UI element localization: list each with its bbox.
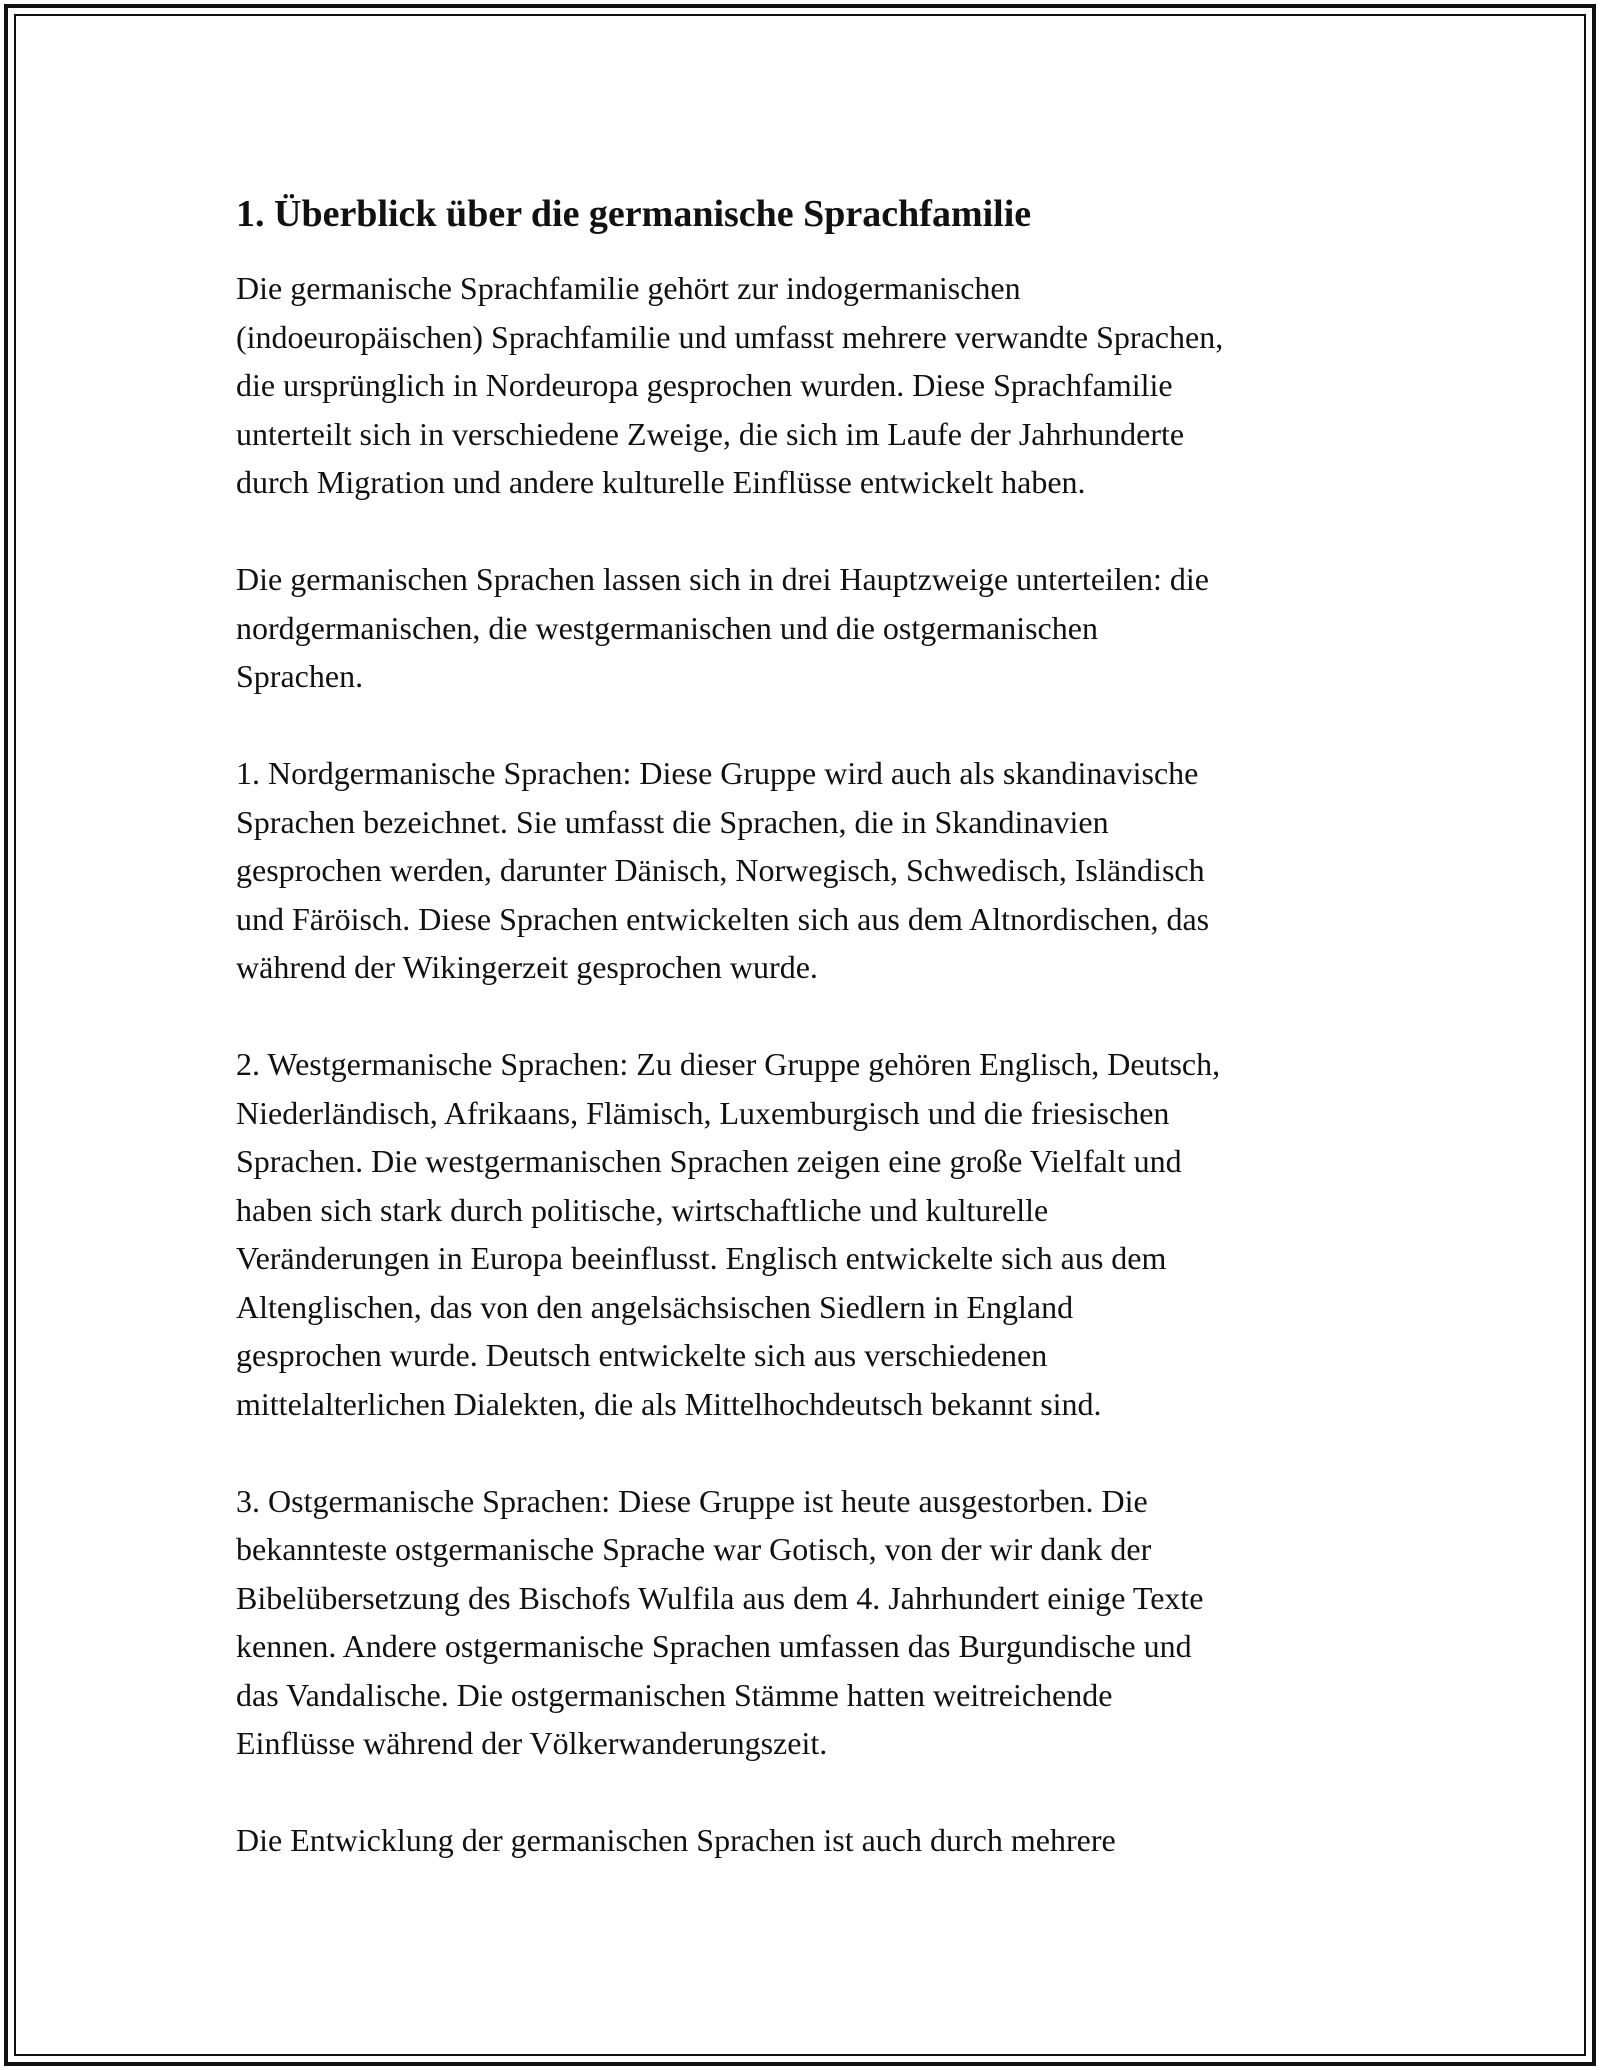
text-line: und Färöisch. Diese Sprachen entwickelten sich aus dem Altnordischen, das	[236, 900, 1210, 937]
text-line: 2. Westgermanische Sprachen: Zu dieser Gruppe gehören Englisch, Deutsch,	[236, 1046, 1221, 1082]
text-line: Niederländisch, Afrikaans, Flämisch, Luxemburgisch und die friesischen	[236, 1094, 1170, 1131]
text-line: das Vandalische. Die ostgermanischen Stämme hatten weitreichende	[236, 1676, 1113, 1713]
text-line: unterteilt sich in verschiedene Zweige, die sich im Laufe der Jahrhunderte	[236, 415, 1185, 452]
text-line: bekannteste ostgermanische Sprache war Gotisch, von der wir dank der	[236, 1531, 1152, 1567]
text-line: Bibelübersetzung des Bischofs Wulfila aus dem 4. Jahrhundert einige Texte	[236, 1579, 1204, 1616]
paragraph-intro	[236, 264, 1376, 507]
text-line: Veränderungen in Europa beeinflusst. Englisch entwickelte sich aus dem	[236, 1240, 1167, 1276]
text-line: Die germanischen Sprachen lassen sich in drei Hauptzweige unterteilen: die	[236, 561, 1209, 597]
paragraph-west-germanic	[236, 1040, 1376, 1428]
text-line: während der Wikingerzeit gesprochen wurde.	[236, 949, 818, 985]
paragraph-north-germanic	[236, 749, 1376, 992]
text-line: haben sich stark durch politische, wirtschaftliche und kulturelle	[236, 1191, 1049, 1228]
text-line: Die Entwicklung der germanischen Sprachen ist auch durch mehrere	[236, 1822, 1116, 1858]
text-line: nordgermanischen, die westgermanischen und die ostgermanischen	[236, 609, 1098, 646]
paragraph-east-germanic	[236, 1477, 1376, 1768]
text-line: mittelalterlichen Dialekten, die als Mittelhochdeutsch bekannt sind.	[236, 1385, 1102, 1422]
paragraph-development	[236, 1816, 1376, 1865]
text-line: Sprachen.	[236, 658, 364, 694]
text-line: Die germanische Sprachfamilie gehört zur indogermanischen	[236, 270, 1021, 306]
text-line: kennen. Andere ostgermanische Sprachen umfassen das Burgundische und	[236, 1628, 1192, 1664]
text-line: gesprochen werden, darunter Dänisch, Norwegisch, Schwedisch, Isländisch	[236, 852, 1205, 888]
text-line: Sprachen bezeichnet. Sie umfasst die Sprachen, die in Skandinavien	[236, 803, 1109, 840]
text-line: 3. Ostgermanische Sprachen: Diese Gruppe ist heute ausgestorben. Die	[236, 1482, 1148, 1519]
text-line: gesprochen wurde. Deutsch entwickelte sich aus verschiedenen	[236, 1337, 1048, 1373]
text-line: Einflüsse während der Völkerwanderungszeit.	[236, 1725, 828, 1761]
text-line: durch Migration und andere kulturelle Einflüsse entwickelt haben.	[236, 464, 1086, 500]
text-line: (indoeuropäischen) Sprachfamilie und umfasst mehrere verwandte Sprachen,	[236, 318, 1224, 355]
text-line: 1. Nordgermanische Sprachen: Diese Gruppe wird auch als skandinavische	[236, 755, 1199, 791]
text-line: Altenglischen, das von den angelsächsischen Siedlern in England	[236, 1288, 1074, 1325]
section-heading: 1. Überblick über die germanische Sprachfamilie	[236, 193, 1032, 235]
text-line: die ursprünglich in Nordeuropa gesprochen wurden. Diese Sprachfamilie	[236, 367, 1173, 403]
text-line: Sprachen. Die westgermanischen Sprachen zeigen eine große Vielfalt und	[236, 1143, 1182, 1179]
document-body	[236, 186, 1376, 1913]
paragraph-branches	[236, 555, 1376, 701]
